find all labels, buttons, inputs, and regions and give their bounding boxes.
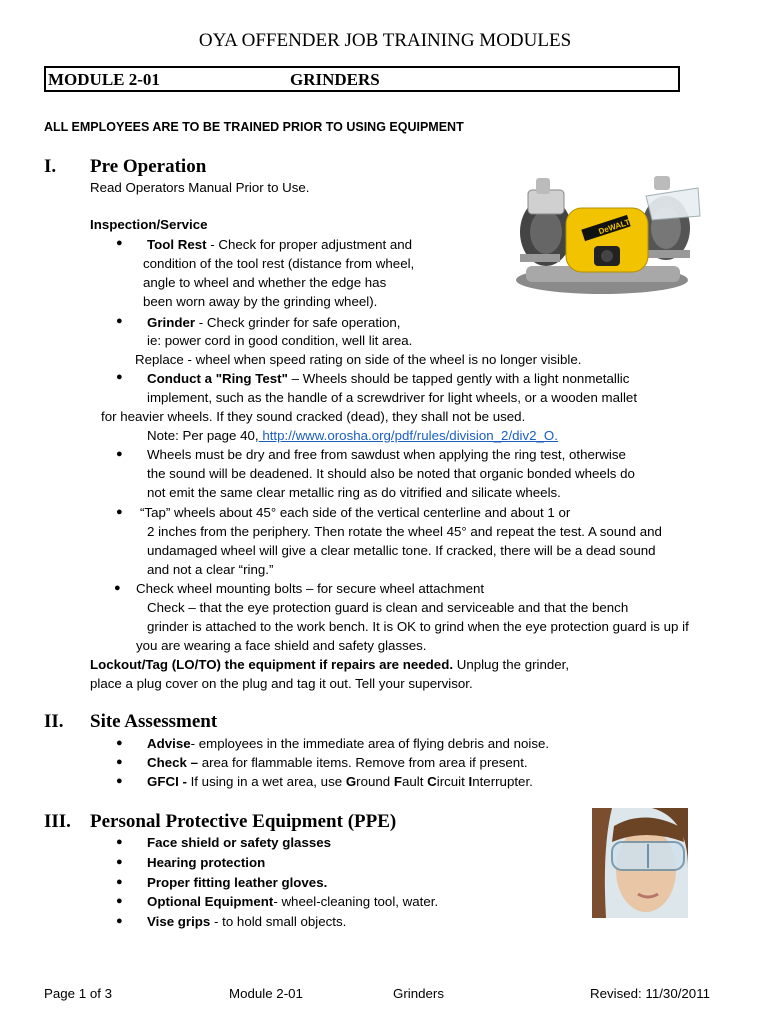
bullet-icon: ● [116, 895, 123, 907]
section-2-number: II. [44, 711, 64, 732]
bullet-icon: ● [116, 448, 123, 460]
check-guard-text: grinder is attached to the work bench. It is OK to grind when the eye protection guard is up if [147, 619, 689, 634]
section-2-title: Site Assessment [90, 711, 218, 732]
advise-item: Advise- employees in the immediate area of flying debris and noise. [147, 736, 550, 751]
bullet-icon: ● [116, 775, 123, 787]
footer-module: Module 2-01 [229, 986, 303, 1001]
grinder-item: Grinder - Check grinder for safe operation, [147, 315, 401, 330]
tap-text: undamaged wheel will give a clear metallic tone. If cracked, there will be a dead sound [147, 543, 656, 558]
tool-rest-item: Tool Rest - Check for proper adjustment and [147, 237, 413, 252]
safety-glasses-photo [592, 808, 688, 918]
ppe-gloves: Proper fitting leather gloves. [147, 875, 328, 890]
footer-revised: Revised: 11/30/2011 [590, 986, 711, 1001]
tool-rest-text: condition of the tool rest (distance from wheel, [143, 256, 415, 271]
lockout-text: place a plug cover on the plug and tag it out. Tell your supervisor. [90, 676, 473, 691]
document-title: OYA OFFENDER JOB TRAINING MODULES [198, 30, 572, 51]
bullet-icon: ● [116, 836, 123, 848]
bullet-icon: ● [116, 237, 123, 249]
bullet-icon: ● [116, 737, 123, 749]
bullet-icon: ● [116, 371, 123, 383]
ppe-optional: Optional Equipment- wheel-cleaning tool, water. [147, 894, 439, 909]
check-guard-text: Check – that the eye protection guard is clean and serviceable and that the bench [147, 600, 629, 615]
bullet-icon: ● [116, 856, 123, 868]
bullet-icon: ● [116, 315, 123, 327]
ppe-vise: Vise grips - to hold small objects. [147, 914, 347, 929]
ring-test-text: implement, such as the handle of a screwdriver for light wheels, or a wooden mallet [147, 390, 638, 405]
section-3-number: III. [44, 811, 71, 832]
module-id: MODULE 2-01 [48, 70, 160, 89]
replace-text: Replace - wheel when speed rating on side of the wheel is no longer visible. [135, 352, 582, 367]
dry-wheels-text: not emit the same clear metallic ring as do vitrified and silicate wheels. [147, 485, 561, 500]
footer-name: Grinders [393, 986, 444, 1001]
ppe-face-shield: Face shield or safety glasses [147, 835, 332, 850]
check-guard-text: you are wearing a face shield and safety glasses. [136, 638, 427, 653]
bullet-icon: ● [116, 876, 123, 888]
tap-text: 2 inches from the periphery. Then rotate the wheel 45° and repeat the test. A sound and [147, 524, 662, 539]
bullet-icon: ● [116, 506, 123, 518]
section-1-title: Pre Operation [90, 156, 207, 177]
check-area-item: Check – area for flammable items. Remove from area if present. [147, 755, 528, 770]
bullet-icon: ● [116, 756, 123, 768]
footer-page: Page 1 of 3 [44, 986, 113, 1001]
ppe-hearing: Hearing protection [147, 855, 266, 870]
module-header-box [44, 66, 680, 92]
note-line: Note: Per page 40, http://www.orosha.org/pdf/rules/division_2/div2_O. [147, 428, 558, 443]
tool-rest-text: angle to wheel and whether the edge has [143, 275, 387, 290]
ring-test-item: Conduct a "Ring Test" – Wheels should be tapped gently with a light nonmetallic [147, 371, 630, 386]
inspection-heading: Inspection/Service [90, 217, 208, 232]
tap-item: “Tap” wheels about 45° each side of the vertical centerline and about 1 or [140, 505, 571, 520]
tap-text: and not a clear “ring.” [147, 562, 274, 577]
dry-wheels-item: Wheels must be dry and free from sawdust when applying the ring test, otherwise [147, 447, 626, 462]
bench-grinder-image [506, 170, 704, 300]
section-3-title: Personal Protective Equipment (PPE) [90, 811, 397, 832]
read-manual-text: Read Operators Manual Prior to Use. [90, 180, 310, 195]
bolts-item: Check wheel mounting bolts – for secure wheel attachment [136, 581, 485, 596]
tool-rest-text: been worn away by the grinding wheel). [143, 294, 378, 309]
bullet-icon: ● [114, 582, 121, 594]
grinder-text: ie: power cord in good condition, well lit area. [147, 333, 413, 348]
grinder-brand-label: DeWALT [597, 217, 631, 237]
lockout-line: Lockout/Tag (LO/TO) the equipment if repairs are needed. Unplug the grinder, [90, 657, 570, 672]
training-note: ALL EMPLOYEES ARE TO BE TRAINED PRIOR TO USING EQUIPMENT [44, 120, 464, 134]
bullet-icon: ● [116, 915, 123, 927]
dry-wheels-text: the sound will be deadened. It should also be noted that organic bonded wheels do [147, 466, 635, 481]
section-1-number: I. [44, 156, 57, 177]
gfci-item: GFCI - If using in a wet area, use Ground Fault Circuit Interrupter. [147, 774, 533, 789]
ring-test-text: for heavier wheels. If they sound cracked (dead), they shall not be used. [101, 409, 526, 424]
module-name: GRINDERS [290, 70, 380, 89]
regulation-link[interactable]: http://www.orosha.org/pdf/rules/division_2/div2_O. [258, 428, 558, 443]
